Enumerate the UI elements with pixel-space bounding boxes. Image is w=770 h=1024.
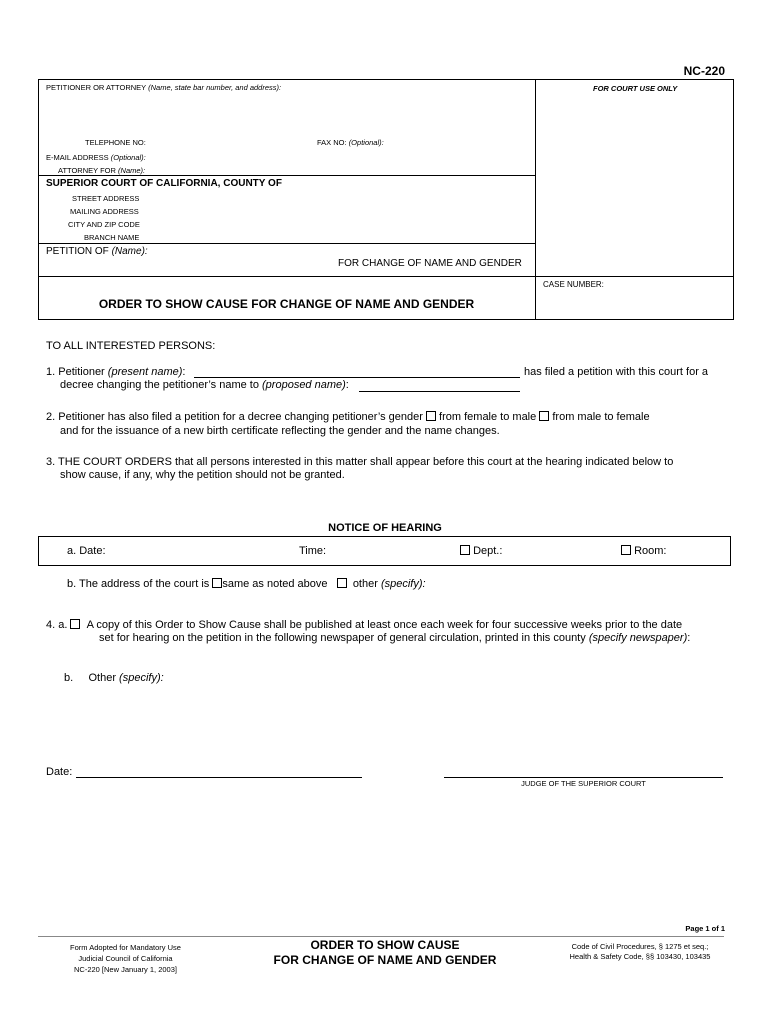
court-use-only: FOR COURT USE ONLY [593, 84, 678, 93]
court-title: SUPERIOR COURT OF CALIFORNIA, COUNTY OF [46, 178, 282, 189]
present-name-field[interactable] [194, 377, 520, 378]
item-2-line-2: and for the issuance of a new birth certificate reflecting the gender and the name changes. [60, 425, 500, 437]
date-field[interactable] [76, 777, 362, 778]
publish-newspaper-checkbox[interactable] [70, 619, 80, 629]
item-4a-line-2: set for hearing on the petition in the following newspaper of general circulation, printed in this county (specify newspaper): [99, 632, 691, 644]
item-1-line-1: 1. Petitioner (present name): [46, 366, 186, 378]
attorney-for-label: ATTORNEY FOR (Name): [58, 166, 146, 175]
petitioner-attorney-label: PETITIONER OR ATTORNEY (Name, state bar number, and address): [46, 83, 282, 92]
hearing-date-label: a. Date: [67, 545, 106, 557]
caption-divider [535, 79, 536, 320]
hearing-room: Room: [621, 545, 666, 557]
item-4b: b. Other (specify): [64, 672, 164, 684]
item-1-tail: has filed a petition with this court for a [524, 366, 709, 378]
room-checkbox[interactable] [621, 545, 631, 555]
item-4a-line-1: 4. a. A copy of this Order to Show Cause shall be published at least once each week for four successive weeks prior to the date [46, 619, 683, 631]
footer-code: Code of Civil Procedures, § 1275 et seq.; Health & Safety Code, §§ 103430, 103435 [569, 942, 711, 961]
date-label: Date: [46, 766, 73, 778]
notice-of-hearing-title: NOTICE OF HEARING [328, 522, 442, 534]
branch-name-label: BRANCH NAME [84, 233, 140, 242]
to-all-interested: TO ALL INTERESTED PERSONS: [46, 340, 216, 352]
divider [38, 175, 535, 176]
dept-checkbox[interactable] [460, 545, 470, 555]
court-address-line: b. The address of the court is same as noted above other (specify): [67, 578, 426, 590]
divider [38, 243, 535, 244]
judge-signature-line[interactable] [444, 777, 723, 778]
fax-label: FAX NO: (Optional): [317, 138, 384, 147]
male-to-female-checkbox[interactable] [539, 411, 549, 421]
same-as-noted-checkbox[interactable] [212, 578, 222, 588]
form-adopted: Form Adopted for Mandatory Use Judicial Council of California NC-220 [New January 1, 2003] [70, 943, 181, 974]
hearing-dept: Dept.: [460, 545, 502, 557]
email-label: E-MAIL ADDRESS (Optional): [46, 153, 146, 162]
mailing-address-label: MAILING ADDRESS [70, 207, 139, 216]
street-address-label: STREET ADDRESS [72, 194, 140, 203]
caption-box [38, 79, 734, 320]
for-change-label: FOR CHANGE OF NAME AND GENDER [338, 258, 522, 269]
judge-label: JUDGE OF THE SUPERIOR COURT [521, 779, 646, 788]
other-address-checkbox[interactable] [337, 578, 347, 588]
form-number: NC-220 [683, 64, 725, 78]
item-1-line-2: decree changing the petitioner’s name to (proposed name): [60, 379, 349, 391]
footer-title: ORDER TO SHOW CAUSE FOR CHANGE OF NAME AND GENDER [273, 938, 497, 967]
case-number-label: CASE NUMBER: [543, 280, 604, 289]
divider [38, 276, 734, 277]
petition-of-label: PETITION OF (Name): [46, 246, 148, 257]
proposed-name-field[interactable] [359, 391, 520, 392]
footer-divider [38, 936, 724, 937]
item-2-line-1: 2. Petitioner has also filed a petition for a decree changing petitioner’s gender from female to male from male to female [46, 411, 650, 423]
item-3-line-1: 3. THE COURT ORDERS that all persons interested in this matter shall appear before this court at the hearing indicated below to [46, 456, 674, 468]
female-to-male-checkbox[interactable] [426, 411, 436, 421]
telephone-label: TELEPHONE NO: [85, 138, 146, 147]
city-zip-label: CITY AND ZIP CODE [68, 220, 140, 229]
hearing-time-label: Time: [299, 545, 327, 557]
order-title: ORDER TO SHOW CAUSE FOR CHANGE OF NAME AND GENDER [98, 297, 475, 311]
item-3-line-2: show cause, if any, why the petition should not be granted. [60, 469, 345, 481]
page-number: Page 1 of 1 [685, 924, 725, 933]
